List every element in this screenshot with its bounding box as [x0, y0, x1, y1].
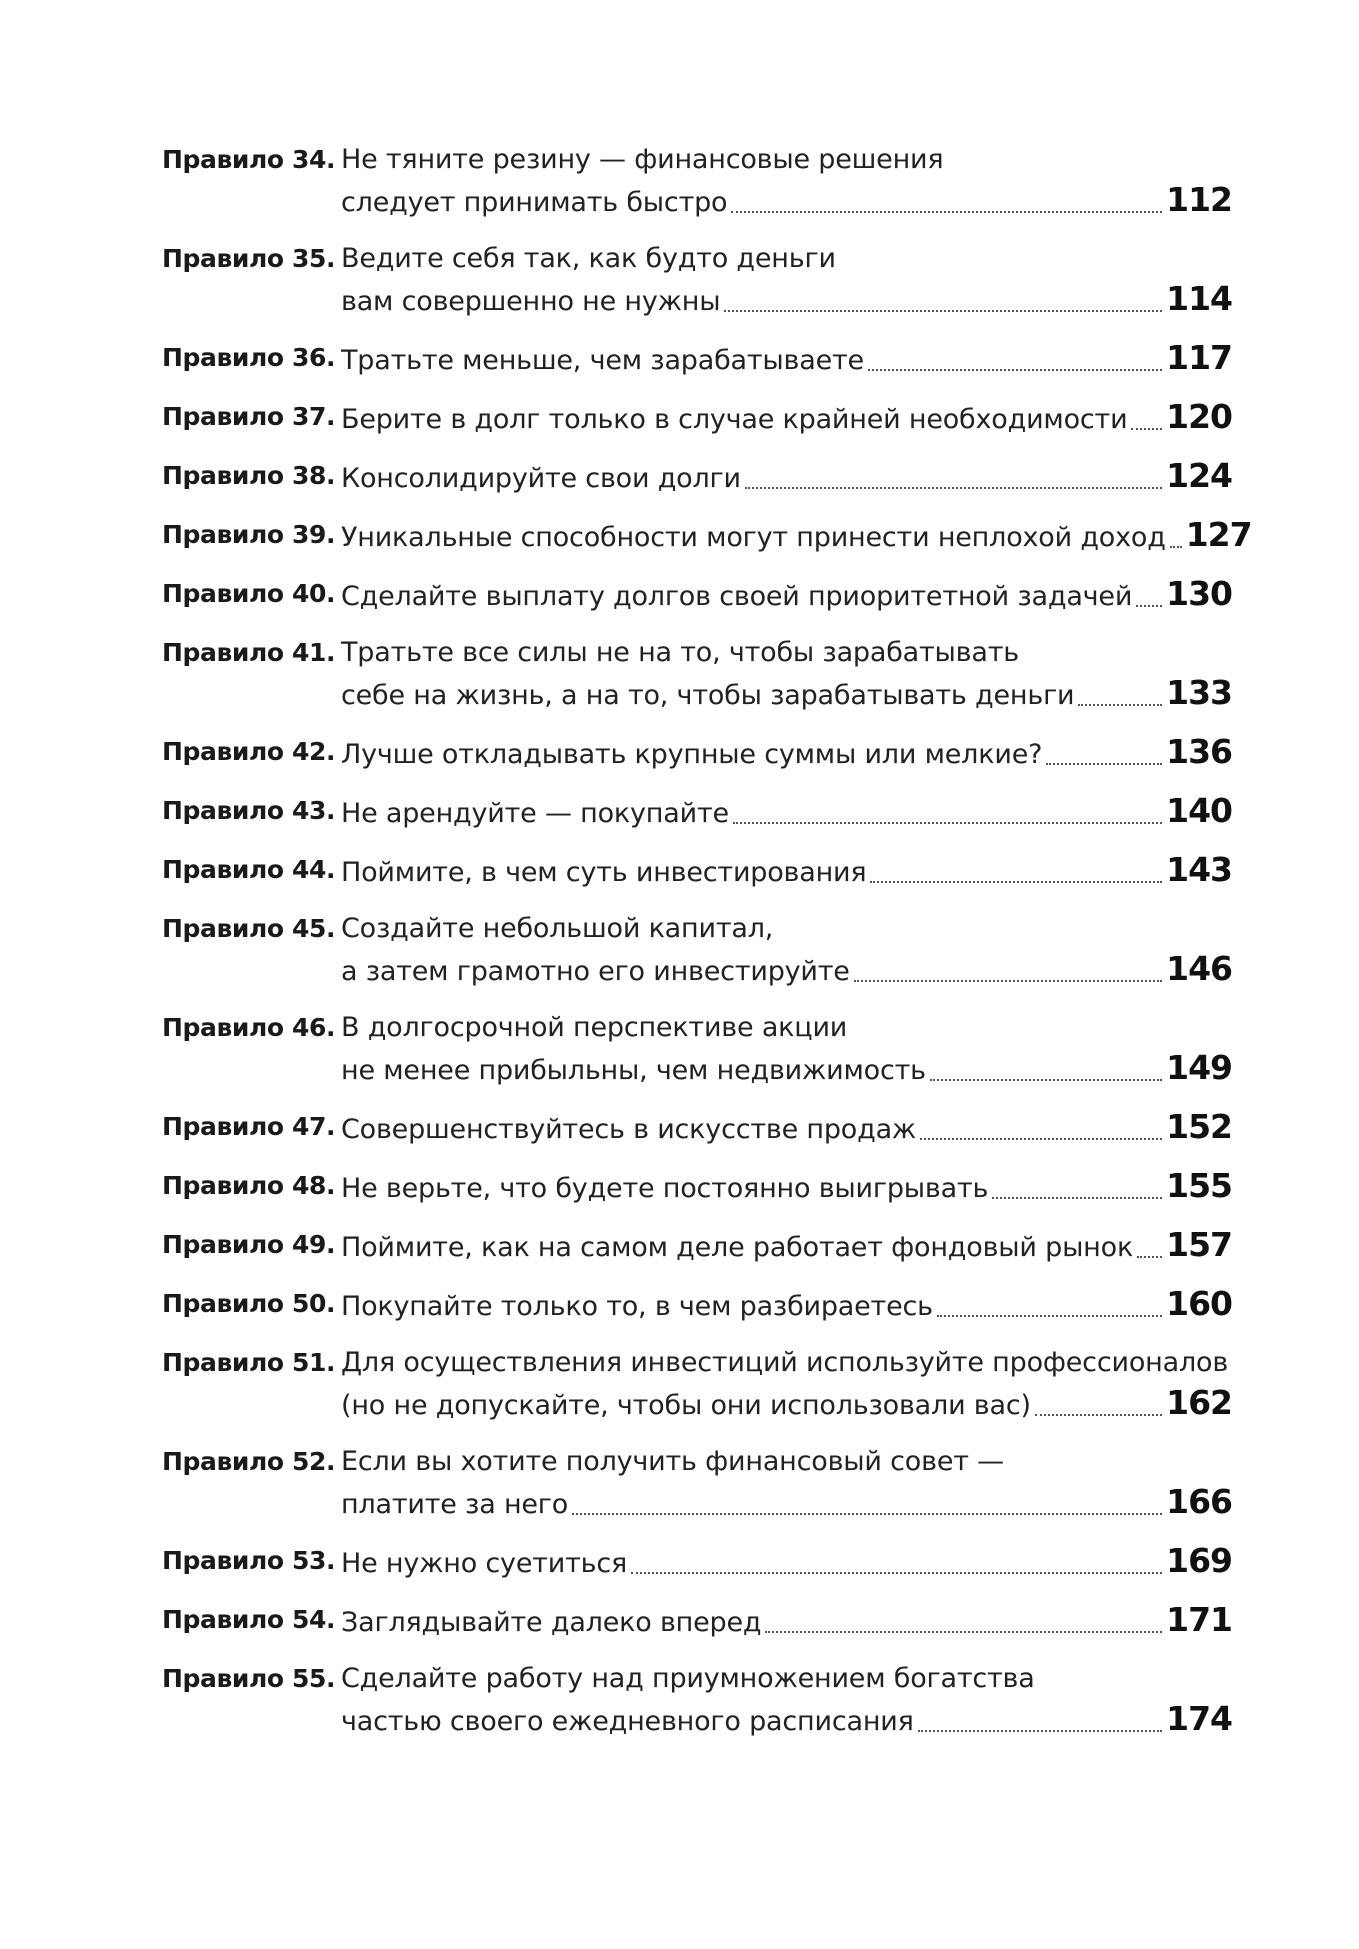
- rule-title-last-line: [341, 732, 1232, 775]
- page-number[interactable]: 174: [1166, 1699, 1232, 1738]
- rule-title-line: Поймите, как на самом деле работает фондовый рынок: [341, 1232, 1134, 1263]
- rule-title-line: Если вы хотите получить финансовый совет —: [341, 1446, 1004, 1477]
- rule-title-last-line: [341, 850, 1232, 893]
- rule-number: Правило 34.: [162, 145, 336, 174]
- rule-title: [341, 239, 1232, 322]
- rule-number: Правило 45.: [162, 914, 336, 943]
- rule-title-last-line: [341, 1482, 1232, 1525]
- rule-title-line: Покупайте только то, в чем разбираетесь: [341, 1291, 933, 1322]
- rule-title-last-line: [341, 456, 1232, 499]
- rule-title-last-line: [341, 1284, 1232, 1327]
- rule-title: [341, 1008, 1232, 1091]
- page-number[interactable]: 169: [1166, 1541, 1232, 1580]
- dot-leader: [937, 1315, 1162, 1317]
- dot-leader: [765, 1631, 1162, 1633]
- page-number[interactable]: 157: [1166, 1225, 1232, 1264]
- page-number[interactable]: 130: [1166, 574, 1232, 613]
- table-of-contents: [0, 140, 1359, 1758]
- rule-title: [341, 515, 1252, 558]
- rule-number: Правило 42.: [162, 737, 336, 766]
- rule-title: [341, 397, 1232, 440]
- dot-leader: [724, 310, 1162, 312]
- rule-title: [341, 1166, 1232, 1209]
- rule-title-last-line: [341, 279, 1232, 322]
- rule-number: Правило 51.: [162, 1348, 336, 1377]
- rule-title: [341, 1284, 1232, 1327]
- rule-title: [341, 140, 1232, 223]
- rule-number: Правило 35.: [162, 244, 336, 273]
- rule-number: Правило 44.: [162, 855, 336, 884]
- rule-title-last-line: [341, 1166, 1232, 1209]
- rule-title-line: себе на жизнь, а на то, чтобы зарабатывать деньги: [341, 680, 1075, 711]
- rule-number: Правило 37.: [162, 402, 336, 431]
- toc-entry[interactable]: [162, 1659, 1232, 1742]
- rule-number: Правило 53.: [162, 1546, 336, 1575]
- toc-entry[interactable]: [162, 338, 1232, 381]
- rule-number: Правило 48.: [162, 1171, 336, 1200]
- toc-entry[interactable]: [162, 909, 1232, 992]
- toc-entry[interactable]: [162, 633, 1232, 716]
- dot-leader: [1136, 605, 1162, 607]
- rule-title-line: Не тяните резину — финансовые решения: [341, 144, 944, 175]
- rule-number: Правило 43.: [162, 796, 336, 825]
- rule-number: Правило 49.: [162, 1230, 336, 1259]
- rule-title: [341, 1600, 1232, 1643]
- page-number[interactable]: 152: [1166, 1107, 1232, 1146]
- toc-entry[interactable]: [162, 850, 1232, 893]
- page-number[interactable]: 155: [1166, 1166, 1232, 1205]
- toc-entry[interactable]: [162, 456, 1232, 499]
- page-number[interactable]: 143: [1166, 850, 1232, 889]
- page-number[interactable]: 117: [1166, 338, 1232, 377]
- page-number[interactable]: 171: [1166, 1600, 1232, 1639]
- rule-title-last-line: [341, 1048, 1232, 1091]
- rule-title-line: Лучше откладывать крупные суммы или мелкие?: [341, 739, 1043, 770]
- dot-leader: [992, 1197, 1162, 1199]
- rule-title-line: Поймите, в чем суть инвестирования: [341, 857, 867, 888]
- rule-title: [341, 338, 1232, 381]
- toc-entry[interactable]: [162, 1343, 1232, 1426]
- dot-leader: [920, 1138, 1162, 1140]
- rule-title-line: Для осуществления инвестиций используйте профессионалов: [341, 1347, 1229, 1378]
- rule-title-last-line: [341, 1107, 1232, 1150]
- rule-title: [341, 850, 1232, 893]
- rule-title-line: Сделайте выплату долгов своей приоритетной задачей: [341, 581, 1133, 612]
- rule-title: [341, 574, 1232, 617]
- toc-entry[interactable]: [162, 515, 1252, 558]
- page-number[interactable]: 133: [1166, 673, 1232, 712]
- rule-number: Правило 41.: [162, 638, 336, 667]
- rule-title-line: а затем грамотно его инвестируйте: [341, 956, 850, 987]
- toc-entry[interactable]: [162, 732, 1232, 775]
- toc-entry[interactable]: [162, 1166, 1232, 1209]
- rule-title-last-line: [341, 1383, 1232, 1426]
- dot-leader: [868, 369, 1162, 371]
- rule-title-last-line: [341, 574, 1232, 617]
- dot-leader: [631, 1572, 1162, 1574]
- dot-leader: [870, 881, 1162, 883]
- rule-title: [341, 791, 1232, 834]
- page-number[interactable]: 166: [1166, 1482, 1232, 1521]
- dot-leader: [733, 822, 1162, 824]
- dot-leader: [745, 487, 1162, 489]
- page-number[interactable]: 127: [1185, 515, 1252, 554]
- page-number[interactable]: 112: [1166, 180, 1232, 219]
- page-number[interactable]: 120: [1166, 397, 1232, 436]
- rule-title: [341, 456, 1232, 499]
- page-number[interactable]: 136: [1166, 732, 1232, 771]
- rule-title-line: Тратьте меньше, чем зарабатываете: [341, 345, 864, 376]
- page-number[interactable]: 140: [1166, 791, 1232, 830]
- rule-title-line: Ведите себя так, как будто деньги: [341, 243, 836, 274]
- toc-entry[interactable]: [162, 1008, 1232, 1091]
- rule-title: [341, 732, 1232, 775]
- rule-title-line: Заглядывайте далеко вперед: [341, 1607, 762, 1638]
- rule-number: Правило 40.: [162, 579, 336, 608]
- rule-title-line: Не верьте, что будете постоянно выигрывать: [341, 1173, 989, 1204]
- rule-title-line: платите за него: [341, 1489, 569, 1520]
- dot-leader: [854, 980, 1162, 982]
- rule-title-line: В долгосрочной перспективе акции: [341, 1012, 848, 1043]
- toc-entry[interactable]: [162, 1541, 1232, 1584]
- page-number[interactable]: 162: [1166, 1383, 1232, 1422]
- rule-title-line: Не арендуйте — покупайте: [341, 798, 729, 829]
- toc-entry[interactable]: [162, 140, 1232, 223]
- dot-leader: [1035, 1414, 1162, 1416]
- rule-title-line: Берите в долг только в случае крайней необходимости: [341, 404, 1128, 435]
- rule-title-last-line: [341, 1541, 1232, 1584]
- rule-title-last-line: [341, 180, 1232, 223]
- rule-number: Правило 47.: [162, 1112, 336, 1141]
- rule-title: [341, 1225, 1232, 1268]
- rule-title-line: Сделайте работу над приумножением богатства: [341, 1663, 1035, 1694]
- page-number[interactable]: 149: [1166, 1048, 1232, 1087]
- rule-title: [341, 1107, 1232, 1150]
- toc-entry[interactable]: [162, 1284, 1232, 1327]
- rule-number: Правило 54.: [162, 1605, 336, 1634]
- dot-leader: [1170, 546, 1182, 548]
- toc-entry[interactable]: [162, 239, 1232, 322]
- rule-title-last-line: [341, 949, 1232, 992]
- rule-title-last-line: [341, 1600, 1232, 1643]
- rule-title-line: Уникальные способности могут принести неплохой доход: [341, 522, 1166, 553]
- toc-entry[interactable]: [162, 1107, 1232, 1150]
- rule-title-last-line: [341, 1225, 1232, 1268]
- rule-title: [341, 633, 1232, 716]
- rule-title: [341, 1442, 1232, 1525]
- toc-entry[interactable]: [162, 397, 1232, 440]
- toc-entry[interactable]: [162, 574, 1232, 617]
- rule-title-line: следует принимать быстро: [341, 187, 728, 218]
- rule-title-last-line: [341, 1699, 1232, 1742]
- rule-title: [341, 1343, 1232, 1426]
- rule-title-line: не менее прибыльны, чем недвижимость: [341, 1055, 926, 1086]
- rule-title-last-line: [341, 791, 1232, 834]
- page-number[interactable]: 114: [1166, 279, 1232, 318]
- rule-title-line: Создайте небольшой капитал,: [341, 913, 774, 944]
- toc-entry[interactable]: [162, 1225, 1232, 1268]
- rule-title: [341, 1541, 1232, 1584]
- rule-number: Правило 55.: [162, 1664, 336, 1693]
- rule-number: Правило 39.: [162, 520, 336, 549]
- dot-leader: [731, 211, 1162, 213]
- rule-title-last-line: [341, 515, 1252, 558]
- rule-title-line: частью своего ежедневного расписания: [341, 1706, 914, 1737]
- rule-title-last-line: [341, 338, 1232, 381]
- rule-number: Правило 50.: [162, 1289, 336, 1318]
- rule-title-line: Консолидируйте свои долги: [341, 463, 741, 494]
- rule-title-line: Не нужно суетиться: [341, 1548, 628, 1579]
- toc-entry[interactable]: [162, 1600, 1232, 1643]
- rule-title-line: (но не допускайте, чтобы они использовали вас): [341, 1390, 1031, 1421]
- dot-leader: [1137, 1256, 1162, 1258]
- dot-leader: [1046, 763, 1162, 765]
- dot-leader: [1078, 704, 1162, 706]
- rule-title-line: Тратьте все силы не на то, чтобы зарабатывать: [341, 637, 1019, 668]
- dot-leader: [1131, 428, 1162, 430]
- rule-title: [341, 1659, 1232, 1742]
- rule-title-last-line: [341, 397, 1232, 440]
- dot-leader: [572, 1513, 1162, 1515]
- toc-entry[interactable]: [162, 1442, 1232, 1525]
- dot-leader: [930, 1079, 1162, 1081]
- page-number[interactable]: 146: [1166, 949, 1232, 988]
- rule-title-last-line: [341, 673, 1232, 716]
- rule-number: Правило 52.: [162, 1447, 336, 1476]
- rule-title: [341, 909, 1232, 992]
- rule-title-line: вам совершенно не нужны: [341, 286, 721, 317]
- rule-number: Правило 38.: [162, 461, 336, 490]
- page-number[interactable]: 160: [1166, 1284, 1232, 1323]
- rule-title-line: Совершенствуйтесь в искусстве продаж: [341, 1114, 917, 1145]
- rule-number: Правило 36.: [162, 343, 336, 372]
- toc-entry[interactable]: [162, 791, 1232, 834]
- rule-number: Правило 46.: [162, 1013, 336, 1042]
- page-number[interactable]: 124: [1166, 456, 1232, 495]
- dot-leader: [918, 1730, 1162, 1732]
